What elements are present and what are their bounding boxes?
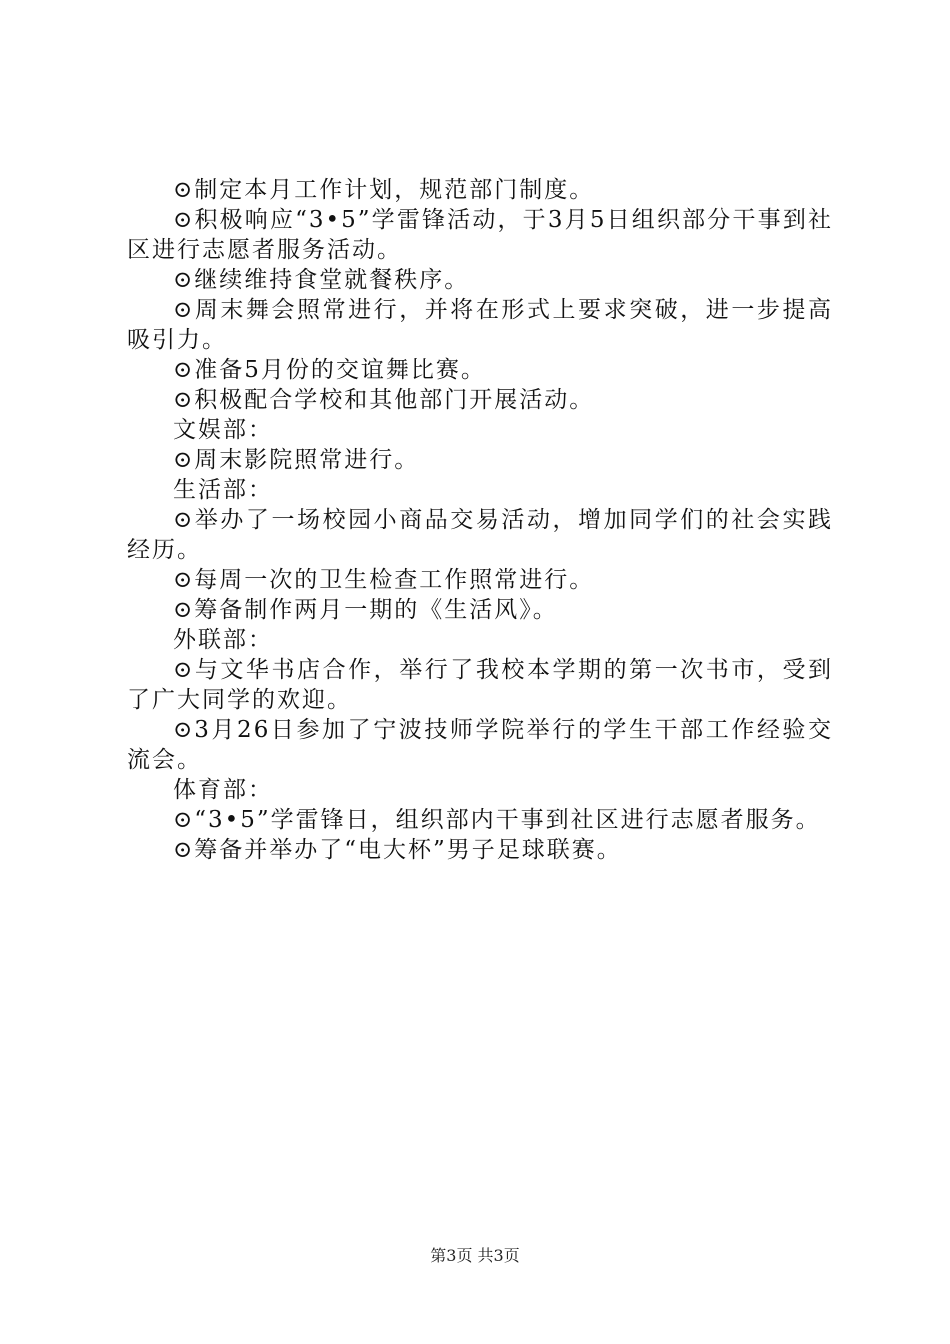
paragraph-1: ⊙制定本月工作计划，规范部门制度。 [173, 177, 595, 203]
paragraph-2: ⊙积极响应“3•5”学雷锋活动，于3月5日组织部分干事到社区进行志愿者服务活动。 [127, 207, 833, 263]
paragraph-4: ⊙周末舞会照常进行，并将在形式上要求突破，进一步提高吸引力。 [127, 297, 833, 353]
page-number-footer: 第3页 共3页 [430, 1246, 520, 1265]
section-heading-sports: 体育部： [173, 777, 273, 803]
paragraph-15: ⊙3月26日参加了宁波技师学院举行的学生干部工作经验交流会。 [127, 717, 833, 773]
paragraph-17: ⊙“3•5”学雷锋日，组织部内干事到社区进行志愿者服务。 [173, 807, 821, 833]
paragraph-12: ⊙筹备制作两月一期的《生活风》。 [173, 597, 558, 623]
document-body [127, 175, 833, 865]
paragraph-3: ⊙继续维持食堂就餐秩序。 [173, 267, 470, 293]
paragraph-11: ⊙每周一次的卫生检查工作照常进行。 [173, 567, 595, 593]
section-heading-external: 外联部： [173, 627, 273, 653]
paragraph-10: ⊙举办了一场校园小商品交易活动，增加同学们的社会实践经历。 [127, 507, 833, 563]
section-heading-life: 生活部： [173, 477, 273, 503]
section-heading-entertainment: 文娱部： [173, 417, 273, 443]
paragraph-14: ⊙与文华书店合作，举行了我校本学期的第一次书市，受到了广大同学的欢迎。 [127, 657, 833, 713]
paragraph-5: ⊙准备5月份的交谊舞比赛。 [173, 357, 486, 383]
paragraph-18: ⊙筹备并举办了“电大杯”男子足球联赛。 [173, 837, 622, 863]
paragraph-8: ⊙周末影院照常进行。 [173, 447, 420, 473]
paragraph-6: ⊙积极配合学校和其他部门开展活动。 [173, 387, 595, 413]
